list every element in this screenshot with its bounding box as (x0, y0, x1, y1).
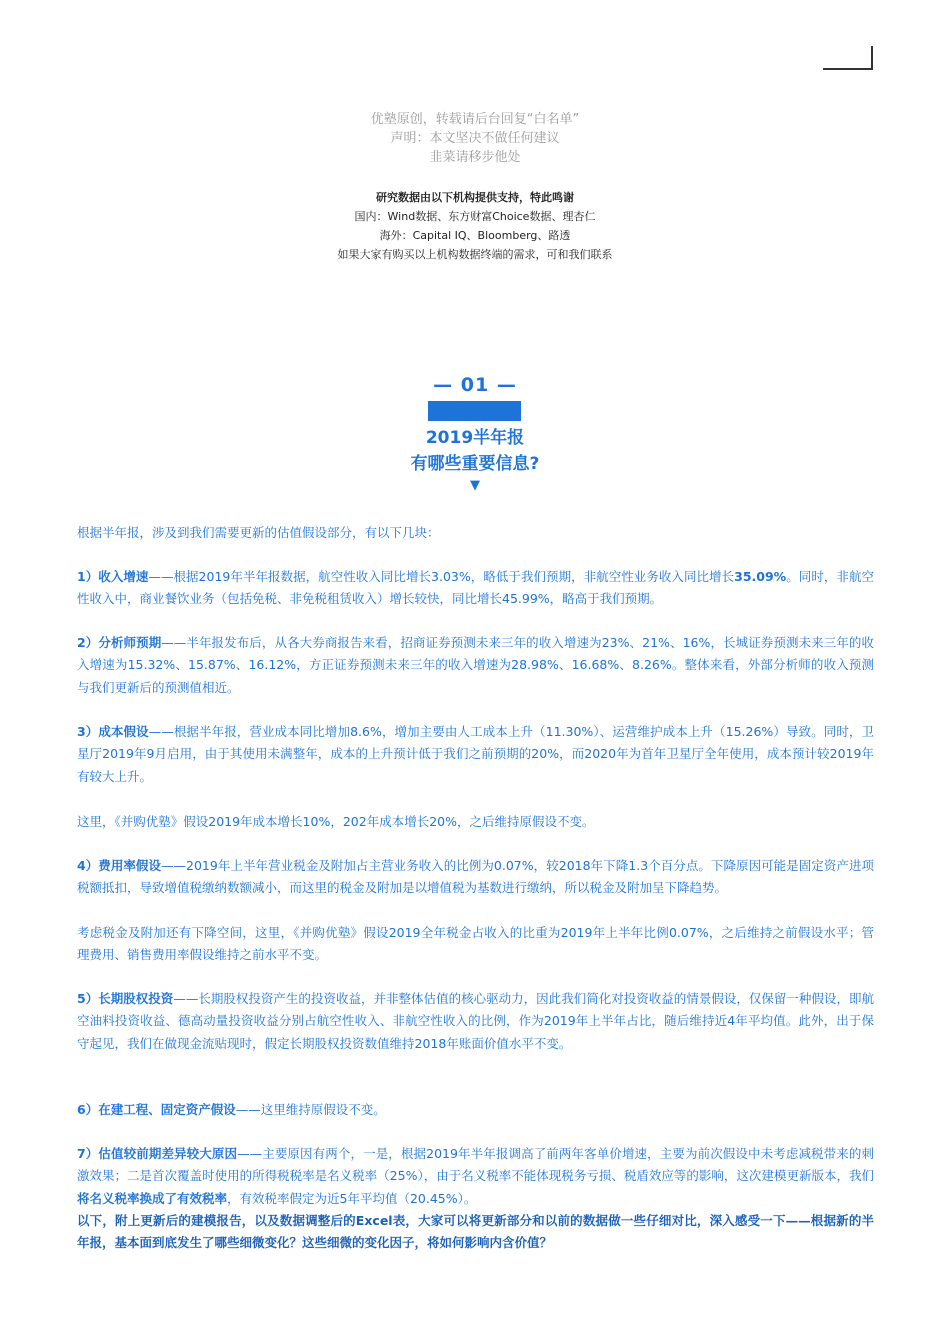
paragraph-text: ——根据2019年半年报数据，航空性收入同比增长3.03%，略低于我们预期，非航空性业务收入同比增长 (148, 569, 735, 584)
paragraph-text: ——长期股权投资产生的投资收益，并非整体估值的核心驱动力，因此我们简化对投资收益的情景假设，仅保留一种假设，即航空油料投资收益、德高动量投资收益分别占航空性收入、非航空性收入的比例，作为2019年上半年占比，随后维持近4年平均值。此外，出于保守起见，我们在做现金流贴现时，假定长期股权投资数值维持2018年账面价值水平不变。 (77, 991, 874, 1051)
paragraph-revenue-growth (77, 566, 874, 611)
paragraph-text: ——半年报发布后，从各大券商报告来看，招商证券预测未来三年的收入增速为23%、21%、16%，长城证券预测未来三年的收入增速为15.32%、15.87%、16.12%，方正证券预测未来三年的收入增速为28.98%、16.68%、8.26%。整体来看，外部分析师的收入预测与我们更新后的预测值相近。 (77, 635, 874, 695)
highlight-value: 35.09% (734, 569, 787, 584)
paragraph-text: 。同时，非航空性收入中，商业餐饮业务（包括免税、非免税租赁收入）增长较快，同比增长45.99%，略高于我们预期。 (77, 569, 874, 607)
note-warning: 韭菜请移步他处 (429, 150, 521, 165)
paragraph-expense-note: 考虑税金及附加还有下降空间，这里，《并购优塾》假设2019全年税金占收入的比重为2019年上半年比例0.07%，之后维持之前假设水平；管理费用、销售费用率假设维持之前水平不变。 (77, 925, 874, 963)
sponsor-contact: 如果大家有购买以上机构数据终端的需求，可和我们联系 (337, 248, 613, 261)
paragraph-cost-note: 这里，《并购优塾》假设2019年成本增长10%，202年成本增长20%，之后维持原假设不变。 (77, 814, 595, 829)
paragraph-long-term-equity (77, 988, 874, 1055)
section-number: — 01 — (433, 374, 517, 396)
paragraph-heading: 7）估值较前期差异较大原因 (77, 1146, 238, 1161)
sponsor-domestic: 国内：Wind数据、东方财富Choice数据、理杏仁 (354, 210, 596, 223)
intro-paragraph: 根据半年报，涉及到我们需要更新的估值假设部分，有以下几块： (77, 525, 440, 540)
paragraph-text: ——主要原因有两个，一是，根据2019年半年报调高了前两年客单价增速，主要为前次假设中未考虑减税带来的刺激效果；二是首次覆盖时使用的所得税税率是名义税率（25%），由于名义税率不能体现税务亏损、税盾效应等的影响，这次建模更新版本，我们 (77, 1146, 874, 1184)
paragraph-heading: 5）长期股权投资 (77, 991, 174, 1006)
paragraph-text: ——这里维持原假设不变。 (235, 1102, 386, 1117)
paragraph-construction-assets (77, 1099, 874, 1121)
sponsor-title: 研究数据由以下机构提供支持，特此鸣谢 (376, 191, 574, 204)
sponsor-block (0, 188, 950, 264)
corner-bracket-decoration (823, 46, 873, 70)
paragraph-text: ——根据半年报，营业成本同比增加8.6%，增加主要由人工成本上升（11.30%）、运营维护成本上升（15.26%）导致。同时，卫星厅2019年9月启用，由于其使用未满整年，成本的上升预计低于我们之前预期的20%，而2020年为首年卫星厅全年使用，成本预计较2019年有较大上升。 (77, 724, 874, 784)
closing-paragraph: 以下，附上更新后的建模报告，以及数据调整后的Excel表，大家可以将更新部分和以前的数据做一些仔细对比，深入感受一下——根据新的半年报，基本面到底发生了哪些细微变化？这些细微的变化因子，将如何影响内含价值？ (77, 1213, 874, 1251)
paragraph-heading: 1）收入增速 (77, 569, 149, 584)
section-title-line2: 有哪些重要信息? (410, 454, 540, 474)
paragraph-text: ——2019年上半年营业税金及附加占主营业务收入的比例为0.07%，较2018年下降1.3个百分点。下降原因可能是固定资产进项税额抵扣，导致增值税缴纳数额减小，而这里的税金及附加是以增值税为基数进行缴纳，所以税金及附加呈下降趋势。 (77, 858, 874, 896)
paragraph-heading: 6）在建工程、固定资产假设 (77, 1102, 236, 1117)
paragraph-analyst-expectations (77, 632, 874, 699)
section-title (0, 425, 950, 477)
header-notes (0, 110, 950, 167)
note-original: 优塾原创，转载请后台回复“白名单” (370, 112, 580, 127)
paragraph-valuation-difference (77, 1143, 874, 1210)
paragraph-heading: 4）费用率假设 (77, 858, 162, 873)
paragraph-heading: 2）分析师预期 (77, 635, 162, 650)
sponsor-overseas: 海外：Capital IQ、Bloomberg、路透 (379, 229, 571, 242)
note-disclaimer: 声明：本文坚决不做任何建议 (390, 131, 560, 146)
section-bar-decoration (428, 401, 521, 421)
paragraph-expense-ratio (77, 855, 874, 900)
down-arrow-icon: ▼ (470, 478, 480, 493)
section-title-line1: 2019半年报 (425, 428, 525, 448)
paragraph-text: ，有效税率假定为近5年平均值（20.45%）。 (227, 1190, 477, 1206)
paragraph-heading: 3）成本假设 (77, 724, 149, 739)
highlight-phrase: 将名义税率换成了有效税率 (77, 1190, 228, 1206)
paragraph-cost-assumption (77, 721, 874, 788)
